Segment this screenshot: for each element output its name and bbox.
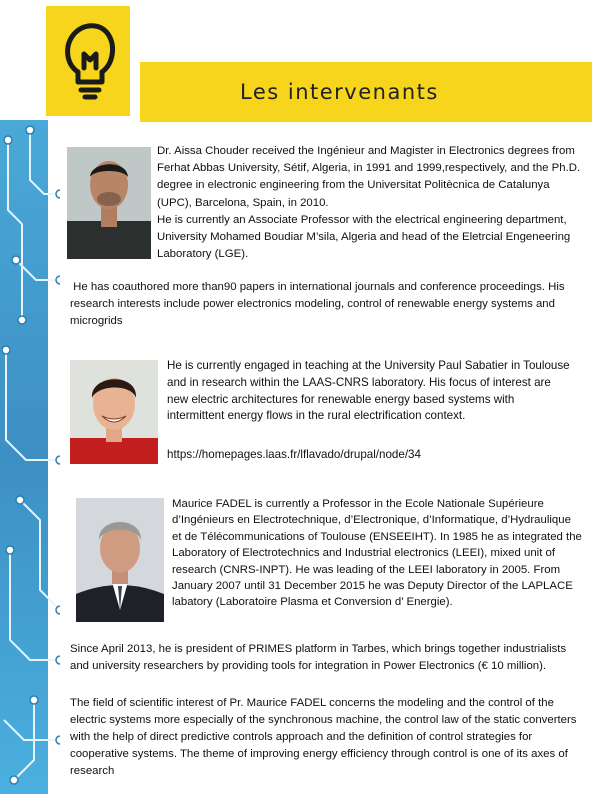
lightbulb-icon — [60, 20, 120, 102]
page-title: Les intervenants — [240, 80, 439, 104]
speaker-2-photo — [70, 360, 158, 464]
speaker-3-bio-top: Maurice FADEL is currently a Professor in the Ecole Nationale Supérieure d’Ingénieurs en Electrotechnique, d’Electronique, d’Informatique, d’Hydraulique et de Télécommunications of Toulouse (ENSEEIHT). In 1985 he as integrated the Laboratory of Electrotechnics and Industrial electronics (LEEI), mixed unit of research (CNRS-INPT). He was leading of the LEEI laboratory in 2005. From January 2007 until 31 December 2015 he was Deputy Director of the LAPLACE labatory (Laboratoire Plasma et Conversion d’ Energie). — [172, 498, 582, 609]
speaker-1-paragraph-3: He has coauthored more than90 papers in international journals and conference proceedings. His research interests include power electronics modeling, control of renewable energy systems and microgrids — [70, 281, 568, 328]
speaker-1-paragraph-2: He is currently an Associate Professor with the electrical engineering department, University Mohamed Boudiar M’sila, Algeria and head of the Eletrcial Engeneering Laboratory (LGE). — [157, 213, 571, 261]
speaker-3-paragraph-2: Since April 2013, he is president of PRIMES platform in Tarbes, which brings together industrialists and university researchers by providing tools for integration in Power Electronics (€ 10 million). — [70, 643, 567, 672]
speaker-2-homepage-link[interactable]: https://homepages.laas.fr/lflavado/drupal/node/34 — [167, 448, 421, 461]
speaker-1-bio-top — [157, 143, 587, 263]
speaker-2-bio: He is currently engaged in teaching at the University Paul Sabatier in Toulouse and in research within the LAAS-CNRS laboratory. His focus of interest are new electric architectures for renewable energy based systems with intermittent energy flows in the rural electrification context. — [167, 359, 570, 423]
speaker-3-photo — [76, 498, 164, 622]
speaker-1-photo — [67, 147, 151, 259]
circuit-decoration — [0, 120, 60, 794]
speaker-1-paragraph-1: Dr. Aissa Chouder received the Ingénieur and Magister in Electronics degrees from Ferhat Abbas University, Sétif, Algeria, in 1991 and 1999,respectively, and the Ph.D. degree in electronic engineering from the Universitat Politècnica de Catalunya (UPC), Barcelona, Spain, in 2010. — [157, 145, 581, 209]
speaker-3-paragraph-3: The field of scientific interest of Pr. Maurice FADEL concerns the modeling and the control of the electric systems more especially of the synchronous machine, the control law of the static converters with the help of direct predictive controls approach and the definition of control strategies for cooperative systems. The theme of improving energy efficiency through control is one of its axes of research — [70, 697, 577, 777]
